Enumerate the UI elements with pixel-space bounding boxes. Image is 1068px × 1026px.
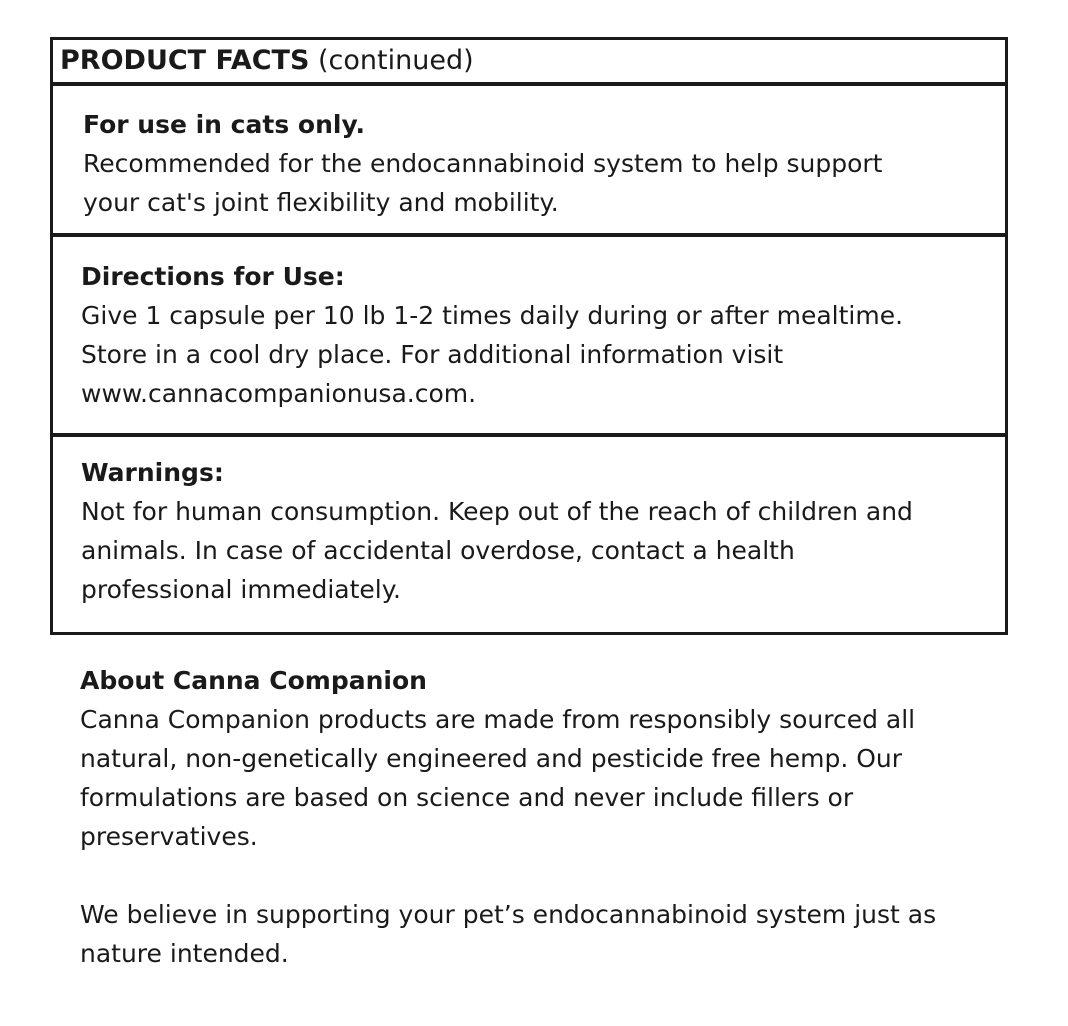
paragraph-spacer [80, 856, 1040, 895]
cats-only-section [53, 86, 1005, 237]
about-closing-line: nature intended. [80, 939, 289, 968]
product-facts-title-suffix: (continued) [318, 45, 474, 76]
directions-section [53, 237, 1005, 437]
about-paragraph-line: Canna Companion products are made from responsibly sourced all [80, 705, 916, 734]
warnings-line: animals. In case of accidental overdose, contact a health [81, 536, 795, 565]
about-closing-line: We believe in supporting your pet’s endocannabinoid system just as [80, 900, 937, 929]
cats-only-heading: For use in cats only. [83, 110, 365, 139]
warnings-line: professional immediately. [81, 575, 401, 604]
product-facts-title: PRODUCT FACTS [60, 45, 310, 76]
directions-heading: Directions for Use: [81, 262, 345, 291]
warnings-heading: Warnings: [81, 458, 224, 487]
about-paragraph-line: formulations are based on science and never include fillers or [80, 783, 854, 812]
about-section [80, 661, 1040, 973]
about-paragraph-line: natural, non-genetically engineered and pesticide free hemp. Our [80, 744, 903, 773]
product-facts-panel [50, 37, 1008, 635]
directions-line: Store in a cool dry place. For additional information visit [81, 340, 784, 369]
product-facts-header [53, 40, 1005, 86]
cats-only-line: Recommended for the endocannabinoid system to help support [83, 149, 883, 178]
about-paragraph-line: preservatives. [80, 822, 258, 851]
directions-line: Give 1 capsule per 10 lb 1-2 times daily during or after mealtime. [81, 301, 904, 330]
warnings-section [53, 437, 1005, 632]
warnings-line: Not for human consumption. Keep out of the reach of children and [81, 497, 913, 526]
cats-only-line: your cat's joint flexibility and mobility. [83, 188, 559, 217]
directions-website: www.cannacompanionusa.com. [81, 379, 477, 408]
about-heading: About Canna Companion [80, 666, 427, 695]
